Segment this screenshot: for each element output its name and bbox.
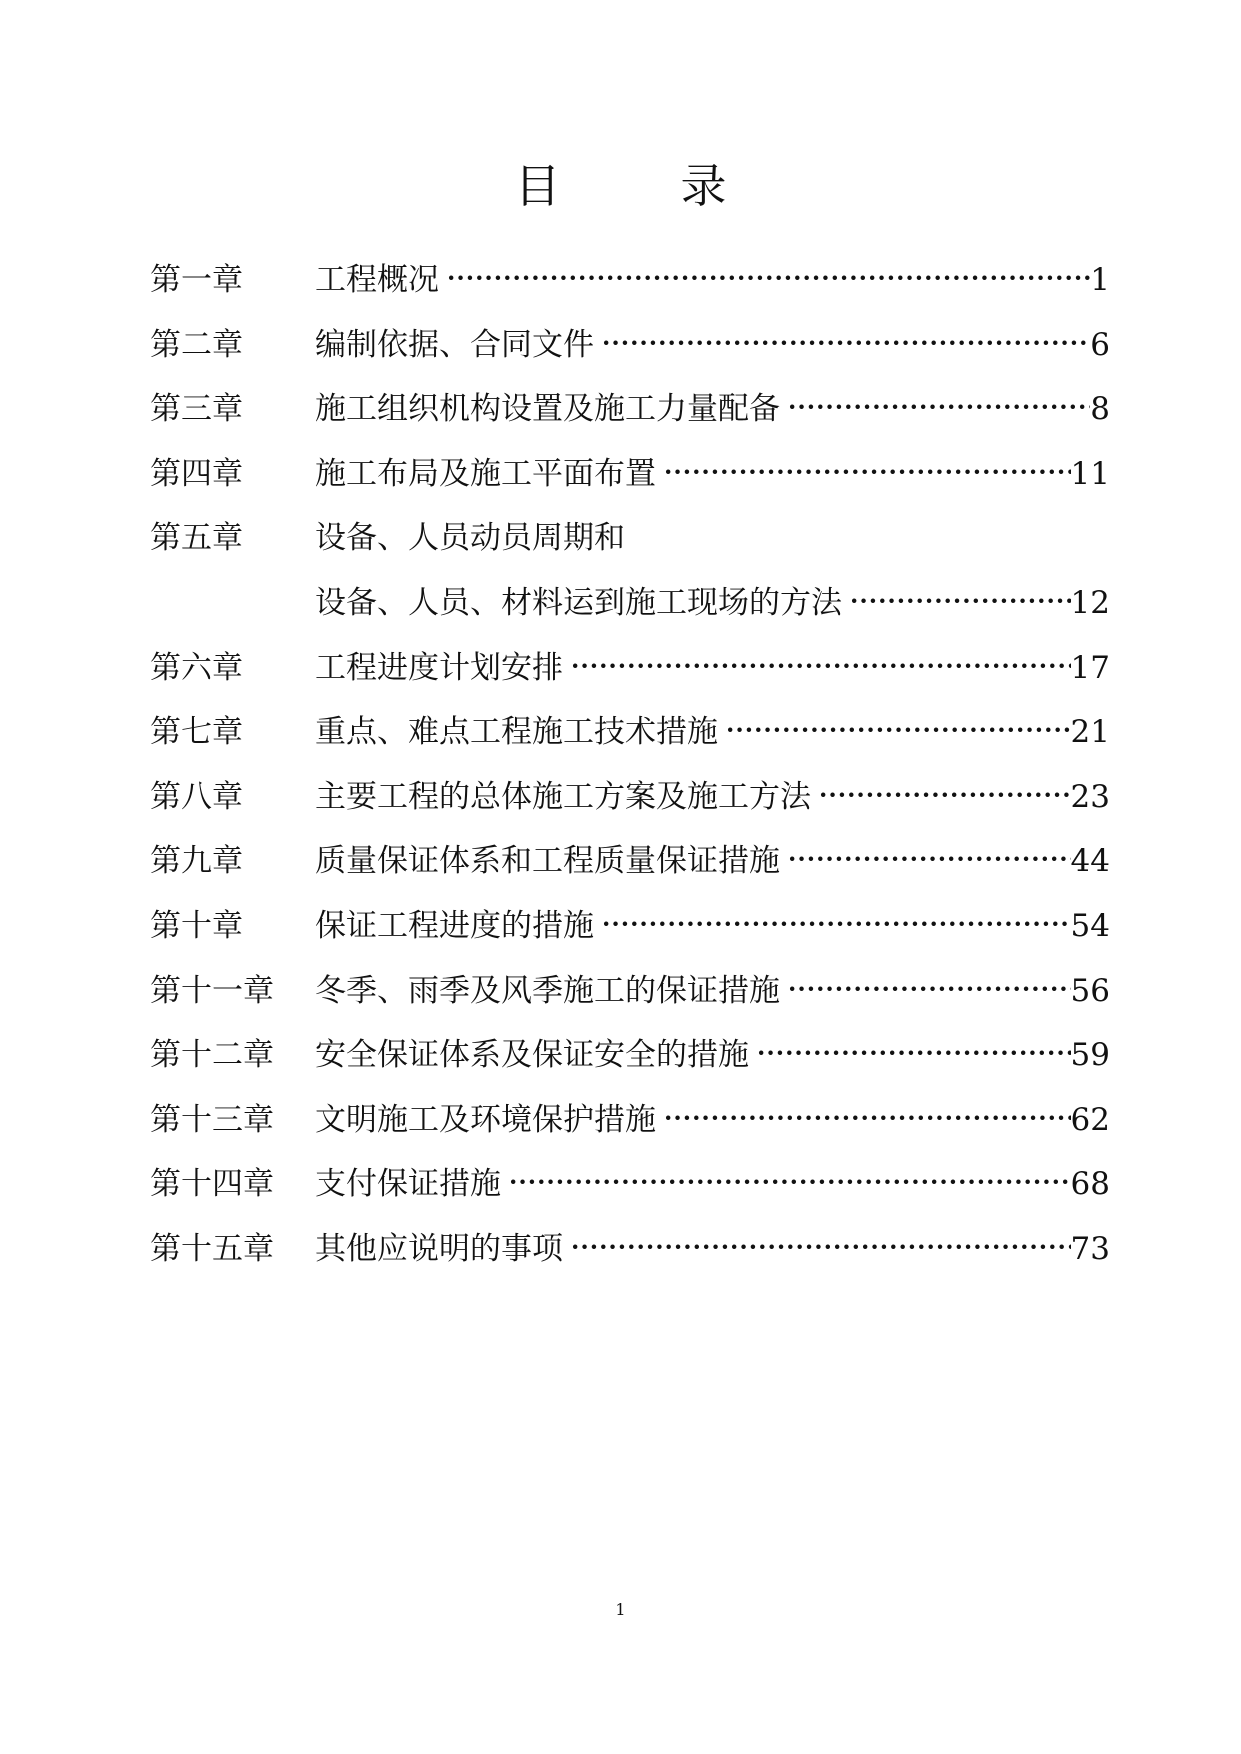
toc-chapter-label: 第十四章 bbox=[150, 1166, 274, 1203]
toc-chapter-label: 第十一章 bbox=[150, 972, 274, 1009]
toc-page-number: 54 bbox=[1070, 907, 1110, 944]
toc-dot-leader bbox=[788, 844, 1071, 873]
toc-dot-leader bbox=[850, 586, 1071, 615]
toc-page-number: 23 bbox=[1070, 778, 1110, 815]
page-title-char-2: 录 bbox=[680, 159, 727, 213]
toc-entry[interactable] bbox=[150, 1029, 1110, 1094]
toc-entry-title: 施工布局及施工平面布置 bbox=[315, 455, 656, 492]
toc-entry-title: 主要工程的总体施工方案及施工方法 bbox=[315, 778, 811, 815]
toc-dot-leader bbox=[664, 457, 1071, 486]
toc-page-number: 73 bbox=[1070, 1230, 1110, 1267]
toc-chapter-label: 第七章 bbox=[150, 714, 243, 751]
page-title-char-1: 目 bbox=[514, 159, 561, 213]
toc-entry-title: 施工组织机构设置及施工力量配备 bbox=[315, 391, 780, 428]
toc-entry-title: 工程概况 bbox=[315, 262, 439, 298]
toc-chapter-label: 第三章 bbox=[150, 391, 243, 428]
toc-chapter-label: 第九章 bbox=[150, 843, 243, 880]
page-title bbox=[0, 150, 1241, 216]
toc-entry[interactable] bbox=[150, 835, 1110, 900]
toc-dot-leader bbox=[757, 1038, 1071, 1067]
toc-entry-title: 工程进度计划安排 bbox=[315, 649, 563, 686]
toc-entry[interactable] bbox=[150, 254, 1110, 319]
toc-dot-leader bbox=[571, 651, 1071, 680]
toc-page-number: 8 bbox=[1090, 391, 1110, 428]
toc-dot-leader bbox=[571, 1232, 1071, 1261]
toc-entry[interactable] bbox=[150, 771, 1110, 836]
toc-page-number: 21 bbox=[1070, 714, 1110, 751]
toc-dot-leader bbox=[726, 715, 1071, 744]
toc-page-number: 59 bbox=[1070, 1037, 1110, 1074]
toc-entry[interactable] bbox=[150, 900, 1110, 965]
toc-dot-leader bbox=[819, 780, 1071, 809]
toc-chapter-label: 第六章 bbox=[150, 649, 243, 686]
toc-page-number: 56 bbox=[1070, 972, 1110, 1009]
toc-page-number: 6 bbox=[1090, 326, 1110, 363]
toc-page-number: 11 bbox=[1070, 455, 1110, 492]
toc-entry[interactable] bbox=[150, 642, 1110, 707]
toc-entry-title: 设备、人员、材料运到施工现场的方法 bbox=[315, 584, 842, 621]
toc-dot-leader bbox=[788, 974, 1071, 1003]
toc-entry-title: 冬季、雨季及风季施工的保证措施 bbox=[315, 972, 780, 1009]
toc-page-number: 44 bbox=[1070, 843, 1110, 880]
toc-chapter-label: 第一章 bbox=[150, 262, 243, 298]
toc-page-number: 1 bbox=[1090, 262, 1110, 298]
toc-entry[interactable] bbox=[150, 383, 1110, 448]
toc-entry[interactable] bbox=[150, 1223, 1110, 1288]
toc-entry-title: 其他应说明的事项 bbox=[315, 1230, 563, 1267]
page-number-footer: 1 bbox=[615, 1600, 626, 1619]
toc-entry-continuation[interactable] bbox=[150, 577, 1110, 642]
toc-chapter-label: 第十五章 bbox=[150, 1230, 274, 1267]
toc-entry-title: 编制依据、合同文件 bbox=[315, 326, 594, 363]
toc-entry[interactable] bbox=[150, 965, 1110, 1030]
toc-chapter-label: 第五章 bbox=[150, 520, 243, 557]
toc-entry-title: 支付保证措施 bbox=[315, 1166, 501, 1203]
toc-chapter-label: 第十章 bbox=[150, 907, 243, 944]
toc-entry-title: 保证工程进度的措施 bbox=[315, 907, 594, 944]
toc-entry[interactable] bbox=[150, 1094, 1110, 1159]
toc-entry-title: 设备、人员动员周期和 bbox=[315, 520, 625, 557]
toc-chapter-label: 第十三章 bbox=[150, 1101, 274, 1138]
toc-entry[interactable] bbox=[150, 448, 1110, 513]
toc-entry[interactable] bbox=[150, 319, 1110, 384]
toc-entry-title: 重点、难点工程施工技术措施 bbox=[315, 714, 718, 751]
toc-dot-leader bbox=[447, 263, 1090, 292]
toc-page-number: 17 bbox=[1070, 649, 1110, 686]
table-of-contents bbox=[150, 254, 1110, 1288]
toc-chapter-label: 第二章 bbox=[150, 326, 243, 363]
toc-entry-title: 文明施工及环境保护措施 bbox=[315, 1101, 656, 1138]
toc-entry[interactable] bbox=[150, 706, 1110, 771]
toc-entry[interactable] bbox=[150, 1158, 1110, 1223]
toc-dot-leader bbox=[788, 392, 1090, 421]
toc-chapter-label: 第八章 bbox=[150, 778, 243, 815]
toc-entry-title: 安全保证体系及保证安全的措施 bbox=[315, 1037, 749, 1074]
toc-entry-title: 质量保证体系和工程质量保证措施 bbox=[315, 843, 780, 880]
toc-dot-leader bbox=[602, 328, 1090, 357]
toc-dot-leader bbox=[664, 1103, 1071, 1132]
toc-chapter-label: 第十二章 bbox=[150, 1037, 274, 1074]
toc-dot-leader bbox=[602, 909, 1071, 938]
toc-page-number: 68 bbox=[1070, 1166, 1110, 1203]
toc-page-number: 62 bbox=[1070, 1101, 1110, 1138]
toc-chapter-label: 第四章 bbox=[150, 455, 243, 492]
toc-dot-leader bbox=[509, 1167, 1071, 1196]
toc-page-number: 12 bbox=[1070, 584, 1110, 621]
toc-entry[interactable] bbox=[150, 512, 1110, 577]
